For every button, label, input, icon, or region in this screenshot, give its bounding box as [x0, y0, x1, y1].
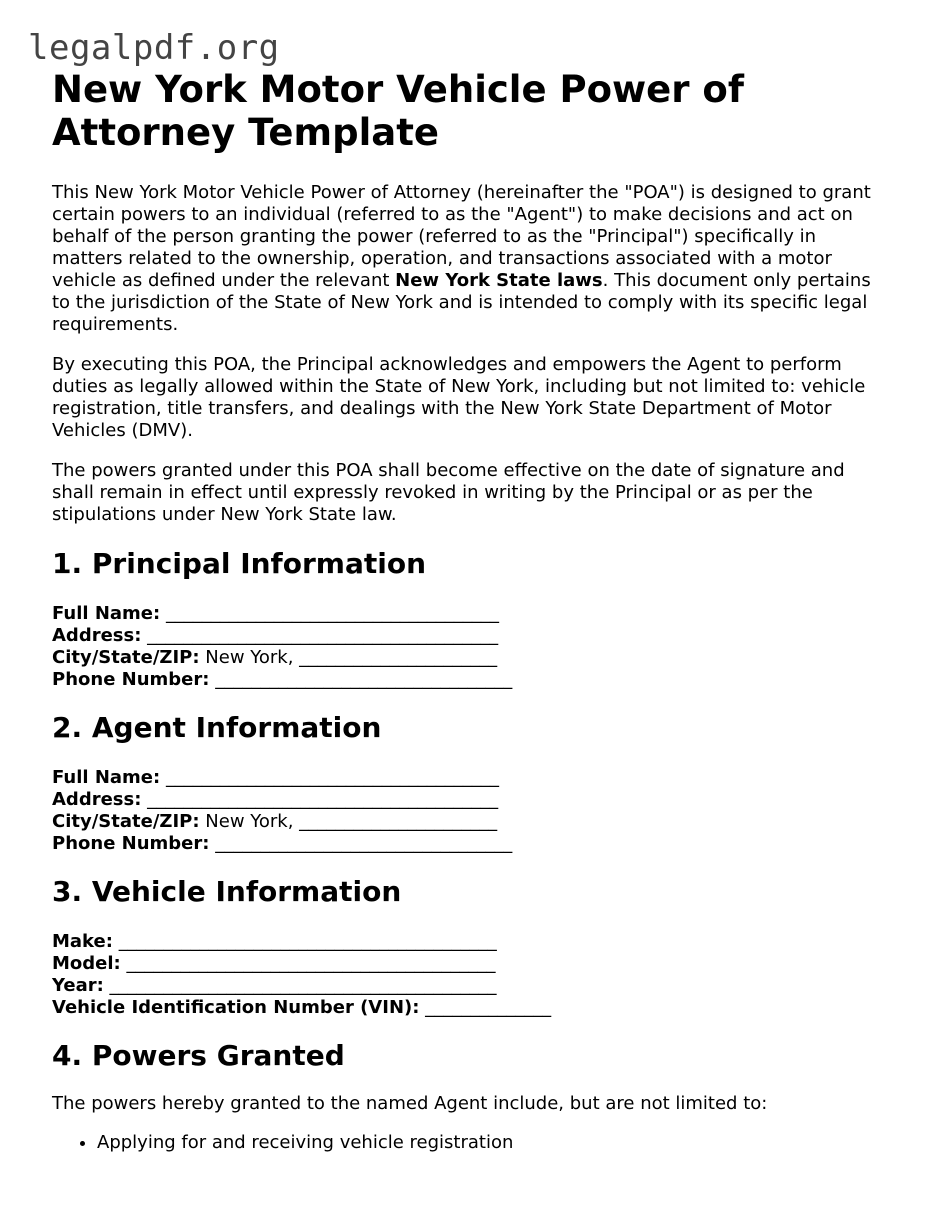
agent-address-field[interactable]	[52, 789, 882, 811]
field-label: Address:	[52, 625, 142, 646]
agent-fields	[52, 767, 882, 855]
watermark: legalpdf.org	[28, 28, 280, 68]
vehicle-vin-field[interactable]	[52, 997, 882, 1019]
intro-text-bold: New York State laws	[395, 270, 603, 291]
field-label: Model:	[52, 953, 121, 974]
principal-full-name-field[interactable]	[52, 603, 882, 625]
vehicle-model-field[interactable]	[52, 953, 882, 975]
vehicle-fields	[52, 931, 882, 1019]
intro-paragraph	[52, 182, 882, 336]
principal-heading: 1. Principal Information	[52, 547, 427, 580]
intro-text-after: . This document only pertains to the jurisdiction of the State of New York and is intended to comply with its specific legal requirements.	[52, 270, 871, 335]
powers-heading: 4. Powers Granted	[52, 1039, 345, 1072]
field-label: Year:	[52, 975, 104, 996]
field-blank[interactable]: _____________________________________	[165, 767, 499, 788]
field-label: Full Name:	[52, 767, 161, 788]
vehicle-heading: 3. Vehicle Information	[52, 875, 402, 908]
field-blank[interactable]: New York, ______________________	[205, 647, 498, 668]
effective-paragraph: The powers granted under this POA shall become effective on the date of signature and shall remain in effect until expressly revoked in writing by the Principal or as per the stipulations under New York State law.	[52, 460, 845, 525]
principal-fields	[52, 603, 882, 691]
field-label: Address:	[52, 789, 142, 810]
field-blank[interactable]: _________________________________	[215, 833, 513, 854]
document-page	[52, 68, 882, 1154]
field-blank[interactable]: _________________________________________	[126, 953, 496, 974]
list-item: • Applying for and receiving vehicle registration	[97, 1132, 882, 1154]
agent-phone-field[interactable]	[52, 833, 882, 855]
field-blank[interactable]: _________________________________	[215, 669, 513, 690]
field-label: City/State/ZIP:	[52, 811, 200, 832]
field-label: City/State/ZIP:	[52, 647, 200, 668]
field-blank[interactable]: __________________________________________	[118, 931, 497, 952]
agent-full-name-field[interactable]	[52, 767, 882, 789]
intro-text-before: This New York Motor Vehicle Power of Attorney (hereinafter the "POA") is designed to grant certain powers to an individual (referred to as the "Agent") to make decisions and act on behalf of the person granting the power (referred to as the "Principal") specifically in matters related to the ownership, operation, and transactions associated with a motor vehicle as defined under the relevant	[52, 182, 871, 291]
principal-city-field[interactable]	[52, 647, 882, 669]
vehicle-make-field[interactable]	[52, 931, 882, 953]
field-blank[interactable]: ___________________________________________	[109, 975, 497, 996]
field-label: Vehicle Identification Number (VIN):	[52, 997, 420, 1018]
principal-phone-field[interactable]	[52, 669, 882, 691]
field-label: Full Name:	[52, 603, 161, 624]
document-title: New York Motor Vehicle Power of Attorney Template	[52, 68, 744, 154]
powers-list	[52, 1132, 882, 1154]
field-blank[interactable]: _______________________________________	[147, 789, 499, 810]
vehicle-year-field[interactable]	[52, 975, 882, 997]
powers-intro: The powers hereby granted to the named Agent include, but are not limited to:	[52, 1093, 768, 1114]
field-blank[interactable]: _______________________________________	[147, 625, 499, 646]
execution-paragraph: By executing this POA, the Principal acknowledges and empowers the Agent to perform duties as legally allowed within the State of New York, including but not limited to: vehicle registration, title transfers, and dealings with the New York State Department of Motor Vehicles (DMV).	[52, 354, 866, 441]
field-label: Make:	[52, 931, 113, 952]
field-blank[interactable]: _____________________________________	[165, 603, 499, 624]
agent-heading: 2. Agent Information	[52, 711, 382, 744]
field-blank[interactable]: ______________	[425, 997, 552, 1018]
principal-address-field[interactable]	[52, 625, 882, 647]
field-blank[interactable]: New York, ______________________	[205, 811, 498, 832]
agent-city-field[interactable]	[52, 811, 882, 833]
field-label: Phone Number:	[52, 833, 210, 854]
field-label: Phone Number:	[52, 669, 210, 690]
